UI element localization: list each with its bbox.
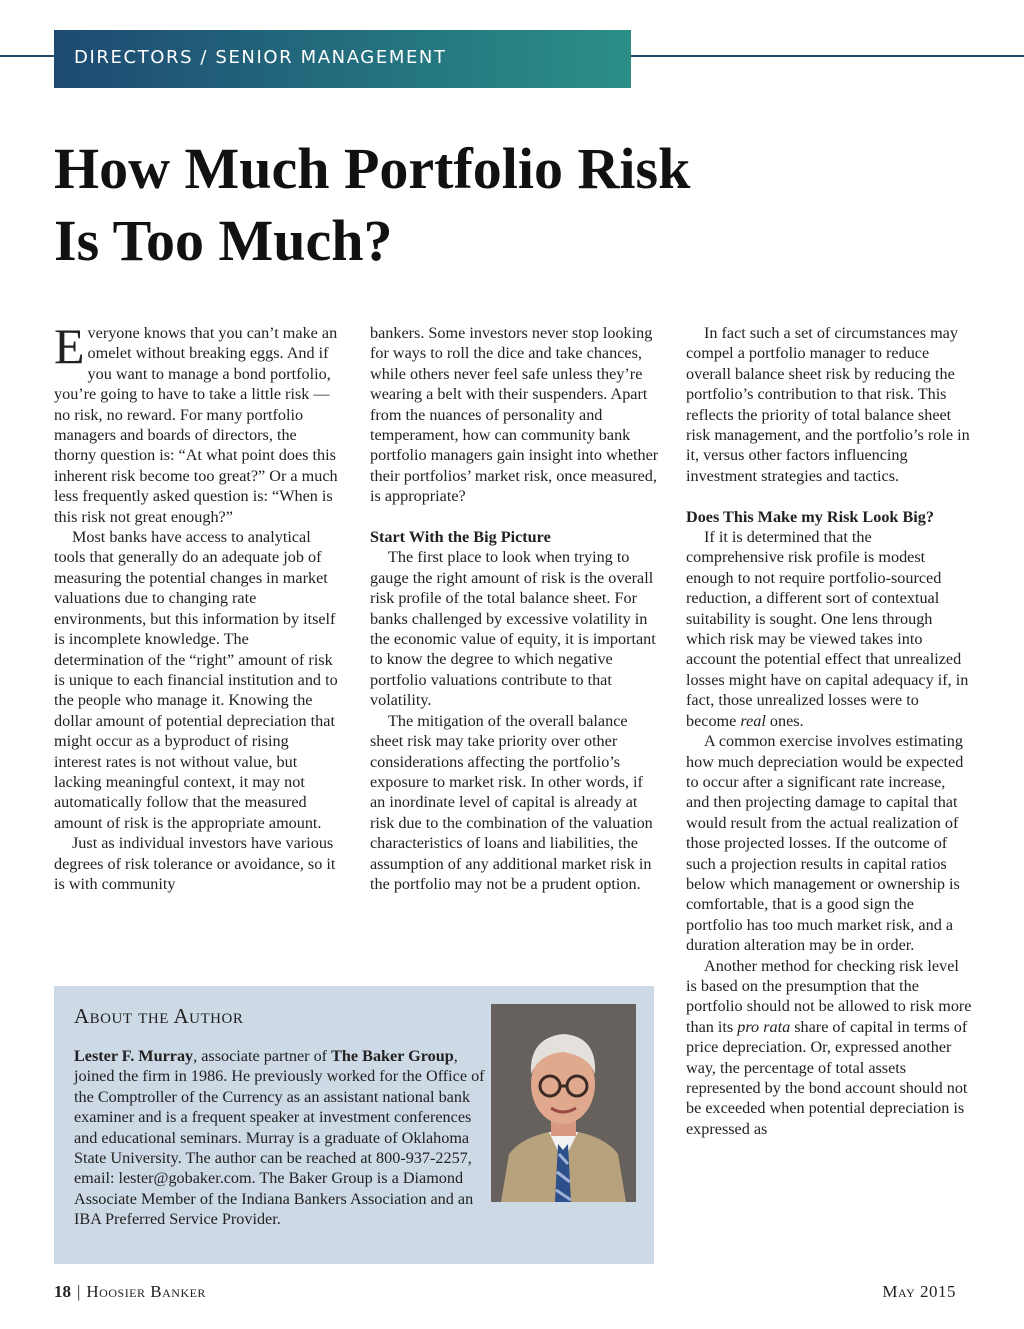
article-title (54, 133, 954, 277)
author-photo (491, 1004, 636, 1202)
bio-text: , joined the firm in 1986. He previously worked for the Office of the Comptroller of the Currency as an assistant national bank examiner and is a frequent speaker at investment conferences and educational seminars. Murray is a graduate of Oklahoma State University. The author can be reached at 800-937-2257, email: lester@gobaker.com. The Baker Group is a Diamond Associate Member of the Indiana Bankers Association and an IBA Preferred Service Provider. (74, 1047, 485, 1229)
emphasis: real (740, 711, 766, 730)
paragraph: bankers. Some investors never stop looking for ways to roll the dice and take chances, while others never feel safe unless they’re wearing a belt with their suspenders. Apart from the nuances of personality and temperament, how can community bank portfolio managers gain insight into whether their portfolios’ market risk, once measured, is appropriate? (370, 324, 659, 506)
author-portrait-illustration (491, 1004, 636, 1202)
paragraph (686, 956, 972, 1140)
paragraph: Just as individual investors have various degrees of risk tolerance or avoidance, so it is with community (54, 834, 336, 893)
publication-name: Hoosier Banker (86, 1282, 206, 1301)
paragraph: The mitigation of the overall balance sheet risk may take priority over other considerations affecting the portfolio’s exposure to market risk. In other words, if an inordinate level of capital is already at risk due to the combination of the valuation characteristics of loans and liabilities, the assumption of any additional market risk in the portfolio may not be a prudent option. (370, 711, 653, 893)
title-line-2: Is Too Much? (54, 208, 393, 273)
bio-text: , associate partner of (193, 1047, 332, 1065)
article-column-1 (54, 318, 340, 894)
author-bio (74, 1046, 486, 1230)
article-column-3 (686, 323, 972, 1139)
article-column-2 (370, 323, 660, 894)
drop-cap: E (54, 318, 85, 374)
paragraph: A common exercise involves estimating how much depreciation would be expected to occur after a significant rate increase, and then projecting damage to capital that would result from the actual realization of those projected losses. If the outcome of such a projection results in capital ratios below which management or ownership is comfortable, that is a good sign the portfolio has too much market risk, and a duration alteration may be in order. (686, 732, 964, 955)
paragraph: The first place to look when trying to gauge the right amount of risk is the overall risk profile of the total balance sheet. For banks challenged by excessive volatility in the economic value of equity, it is important to know the degree to which negative portfolio valuations contribute to that volatility. (370, 548, 656, 710)
subheading: Start With the Big Picture (370, 528, 551, 547)
about-author-heading: About the Author (74, 1004, 244, 1028)
paragraph (54, 318, 340, 527)
subheading: Does This Make my Risk Look Big? (686, 507, 934, 526)
company-name: The Baker Group (331, 1047, 454, 1065)
footer-divider: | (77, 1282, 81, 1301)
paragraph: In fact such a set of circumstances may compel a portfolio manager to reduce overall balance sheet risk by reducing the portfolio’s contribution to that risk. This reflects the priority of total balance sheet risk management, and the portfolio’s role in it, versus other factors influencing investment strategies and tactics. (686, 324, 970, 485)
issue-date: May 2015 (882, 1282, 956, 1301)
paragraph-text: Another method for checking risk level is based on the presumption that the portfolio should not be allowed to risk more than its (686, 956, 972, 1036)
paragraph-text: If it is determined that the comprehensive risk profile is modest enough to not require portfolio-sourced reduction, a different sort of contextual suitability is sought. One lens through which risk may be viewed takes into account the potential effect that unrealized losses might have on capital adequacy if, in fact, those unrealized losses were to become (686, 528, 969, 730)
about-author-box (54, 986, 654, 1264)
section-banner: DIRECTORS / SENIOR MANAGEMENT (54, 30, 631, 88)
page-number: 18 (54, 1282, 71, 1301)
paragraph: Most banks have access to analytical tools that generally do an adequate job of measuring the potential changes in market valuations due to changing rate environments, but this information by itself is incomplete knowledge. The determination of the “right” amount of risk is unique to each financial institution and to the people who manage it. Knowing the dollar amount of potential depreciation that might occur as a byproduct of rising interest rates is not without value, but lacking meaningful context, it may not automatically follow that the measured amount of risk is the appropriate amount. (54, 528, 338, 832)
paragraph-text: share of capital in terms of price depreciation. Or, expressed another way, the percentage of total assets represented by the bond account should not be exceeded when potential depreciation is expressed as (686, 1017, 968, 1138)
author-name: Lester F. Murray (74, 1047, 194, 1065)
paragraph-text: ones. (765, 711, 804, 730)
paragraph (686, 527, 972, 731)
title-line-1: How Much Portfolio Risk (54, 136, 691, 201)
emphasis: pro rata (737, 1017, 791, 1036)
paragraph-text: veryone knows that you can’t make an omelet without breaking eggs. And if you want to manage a bond portfolio, you’re going to have to take a little risk — no risk, no reward. For many portfolio managers and boards of directors, the thorny question is: “At what point does this inherent risk become too great?” Or a much less frequently asked question is: “When is this risk not great enough?” (54, 324, 338, 526)
footer-left (54, 1282, 206, 1302)
